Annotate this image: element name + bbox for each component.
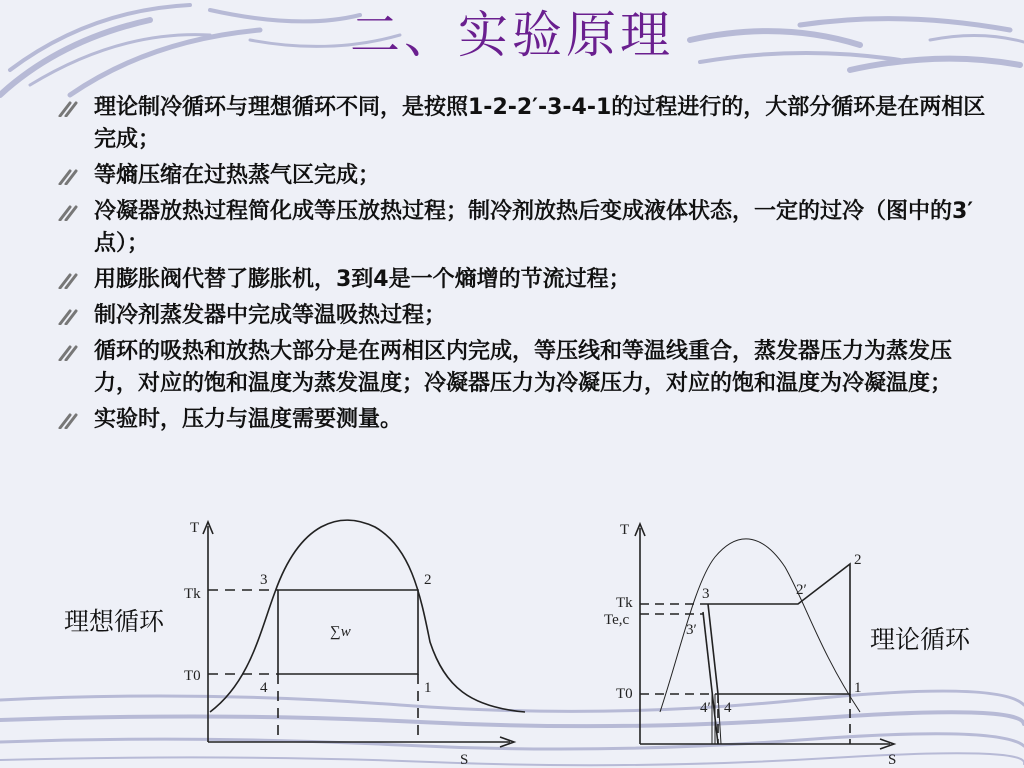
bullet-icon	[58, 345, 80, 361]
bullet-icon	[58, 273, 80, 289]
point-3-label: 3	[260, 572, 268, 588]
bullet-text: 理论制冷循环与理想循环不同，是按照1-2-2′-3-4-1的过程进行的，大部分循环是在两相区完成；	[94, 95, 986, 152]
t-axis-label: T	[190, 520, 200, 536]
bullet-item	[56, 300, 986, 332]
throttle-line	[708, 604, 718, 694]
point-4-label: 4	[260, 680, 268, 696]
point-2p-label: 2′	[796, 582, 807, 598]
bullet-text: 等熵压缩在过热蒸气区完成；	[94, 163, 381, 188]
tec-label: Te,c	[604, 612, 630, 628]
bullet-text: 制冷剂蒸发器中完成等温吸热过程；	[94, 303, 447, 328]
saturation-dome	[210, 520, 525, 712]
point-4-label: 4	[724, 700, 732, 716]
bullet-item	[56, 92, 986, 156]
point-2-label: 2	[424, 572, 432, 588]
work-label: ∑w	[330, 624, 351, 640]
cycle-path	[708, 564, 850, 694]
t0-label: T0	[184, 668, 201, 684]
bullet-text: 用膨胀阀代替了膨胀机，3到4是一个熵增的节流过程；	[94, 267, 631, 292]
bullet-icon	[58, 205, 80, 221]
bullet-icon	[58, 101, 80, 117]
bullet-icon	[58, 413, 80, 429]
bullet-item	[56, 336, 986, 400]
theory-cycle-label: 理论循环	[870, 625, 971, 654]
t0-label: T0	[616, 686, 633, 702]
point-1-label: 1	[424, 680, 432, 696]
t-axis-label: T	[620, 522, 630, 538]
point-1-label: 1	[854, 680, 862, 696]
ideal-cycle-label: 理想循环	[64, 607, 165, 636]
bullet-text: 循环的吸热和放热大部分是在两相区内完成，等压线和等温线重合，蒸发器压力为蒸发压力，对应的饱和温度为蒸发温度；冷凝器压力为冷凝压力，对应的饱和温度为冷凝温度；	[94, 339, 953, 396]
ideal-cycle-ts-diagram	[170, 512, 530, 768]
bullet-item	[56, 196, 986, 260]
bullet-item	[56, 404, 986, 436]
tk-label: Tk	[616, 595, 633, 611]
point-3p-label: 3′	[686, 622, 697, 638]
theory-cycle-ts-diagram	[600, 512, 900, 768]
point-3-label: 3	[702, 586, 710, 602]
bullet-text: 实验时，压力与温度需要测量。	[94, 407, 403, 432]
point-2-label: 2	[854, 552, 862, 568]
tk-label: Tk	[184, 586, 201, 602]
bullet-icon	[58, 309, 80, 325]
s-axis-label: S	[460, 752, 469, 768]
s-axis-label: S	[888, 752, 897, 768]
bullet-item	[56, 264, 986, 296]
point-4p-label: 4′	[700, 700, 711, 716]
bullet-icon	[58, 169, 80, 185]
bullet-text: 冷凝器放热过程简化成等压放热过程；制冷剂放热后变成液体状态，一定的过冷（图中的3′点）；	[94, 199, 974, 256]
bullet-list	[56, 92, 986, 440]
slide-title: 二、实验原理	[350, 6, 674, 64]
bullet-item	[56, 160, 986, 192]
